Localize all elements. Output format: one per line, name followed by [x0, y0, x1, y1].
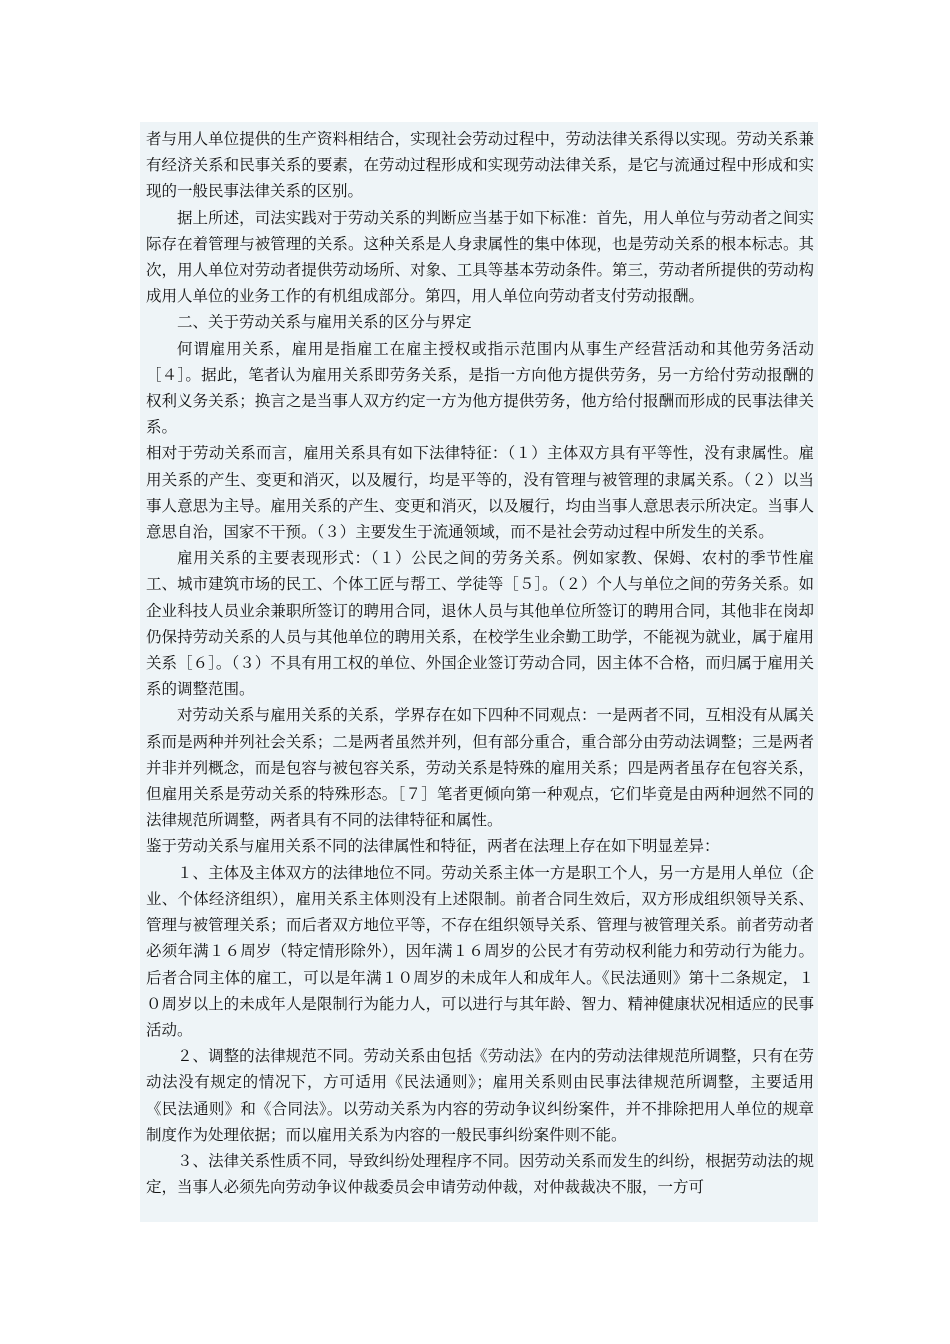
paragraph-3: 何谓雇用关系，雇用是指雇工在雇主授权或指示范围内从事生产经营活动和其他劳务活动［４］。据此，笔者认为雇用关系即劳务关系，是指一方向他方提供劳务，另一方给付劳动报酬的权利义务关系；换言之是当事人双方约定一方为他方提供劳务，他方给付报酬而形成的民事法律关系。 — [146, 339, 814, 437]
paragraph-6: 对劳动关系与雇用关系的关系，学界存在如下四种不同观点：一是两者不同，互相没有从属关系而是两种并列社会关系；二是两者虽然并列，但有部分重合，重合部分由劳动法调整；三是两者并非并列概念，而是包容与被包容关系，劳动关系是特殊的雇用关系；四是两者虽存在包容关系，但雇用关系是劳动关系的特殊形态。［７］笔者更倾向第一种观点，它们毕竟是由两种迥然不同的法律规范所调整，两者具有不同的法律特征和属性。 — [146, 706, 814, 830]
paragraph-7: 鉴于劳动关系与雇用关系不同的法律属性和特征，两者在法理上存在如下明显差异： — [146, 837, 720, 856]
paragraph-9: ２、调整的法律规范不同。劳动关系由包括《劳动法》在内的劳动法律规范所调整，只有在劳动法没有规定的情况下，方可适用《民法通则》；雇用关系则由民事法律规范所调整，主要适用《民法通则》和《合同法》。以劳动关系为内容的劳动争议纠纷案件，并不排除把用人单位的规章制度作为处理依据；而以雇用关系为内容的一般民事纠纷案件则不能。 — [146, 1047, 814, 1144]
paragraph-8: １、主体及主体双方的法律地位不同。劳动关系主体一方是职工个人，另一方是用人单位（企业、个体经济组织），雇用关系主体则没有上述限制。前者合同生效后，双方形成组织领导关系、管理与被管理关系；而后者双方地位平等，不存在组织领导关系、管理与被管理关系。前者劳动者必须年满１６周岁（特定情形除外），因年满１６周岁的公民才有劳动权利能力和劳动行为能力。后者合同主体的雇工，可以是年满１０周岁的未成年人和成年人。《民法通则》第十二条规定，１０周岁以上的未成年人是限制行为能力人，可以进行与其年龄、智力、精神健康状况相适应的民事活动。 — [146, 863, 814, 1039]
paragraph-10: ３、法律关系性质不同，导致纠纷处理程序不同。因劳动关系而发生的纠纷，根据劳动法的规定，当事人必须先向劳动争议仲裁委员会申请劳动仲裁，对仲裁裁决不服，一方可 — [146, 1151, 814, 1197]
paragraph-2: 据上所述，司法实践对于劳动关系的判断应当基于如下标准：首先，用人单位与劳动者之间实际存在着管理与被管理的关系。这种关系是人身隶属性的集中体现，也是劳动关系的根本标志。其次，用人单位对劳动者提供劳动场所、对象、工具等基本劳动条件。第三，劳动者所提供的劳动构成用人单位的业务工作的有机组成部分。第四，用人单位向劳动者支付劳动报酬。 — [146, 208, 814, 306]
paragraph-5: 雇用关系的主要表现形式：（１）公民之间的劳务关系。例如家教、保姆、农村的季节性雇工、城市建筑市场的民工、个体工匠与帮工、学徒等［５］。（２）个人与单位之间的劳务关系。如企业科技人员业余兼职所签订的聘用合同，退休人员与其他单位所签订的聘用合同，其他非在岗却仍保持劳动关系的人员与其他单位的聘用关系，在校学生业余勤工助学，不能视为就业，属于雇用关系［６］。（３）不具有用工权的单位、外国企业签订劳动合同，因主体不合格，而归属于雇用关系的调整范围。 — [146, 549, 814, 699]
document-body — [140, 122, 818, 1222]
paragraph-4: 相对于劳动关系而言，雇用关系具有如下法律特征：（１）主体双方具有平等性，没有隶属性。雇用关系的产生、变更和消灭，以及履行，均是平等的，没有管理与被管理的隶属关系。（２）以当事人意思为主导。雇用关系的产生、变更和消灭，以及履行，均由当事人意思表示所决定。当事人意思自治，国家不干预。（３）主要发生于流通领域，而不是社会劳动过程中所发生的关系。 — [146, 444, 814, 542]
paragraph-1: 者与用人单位提供的生产资料相结合，实现社会劳动过程中，劳动法律关系得以实现。劳动关系兼有经济关系和民事关系的要素，在劳动过程形成和实现劳动法律关系，是它与流通过程中形成和实现的一般民事法律关系的区别。 — [146, 130, 814, 201]
section-heading: 二、关于劳动关系与雇用关系的区分与界定 — [177, 313, 472, 332]
